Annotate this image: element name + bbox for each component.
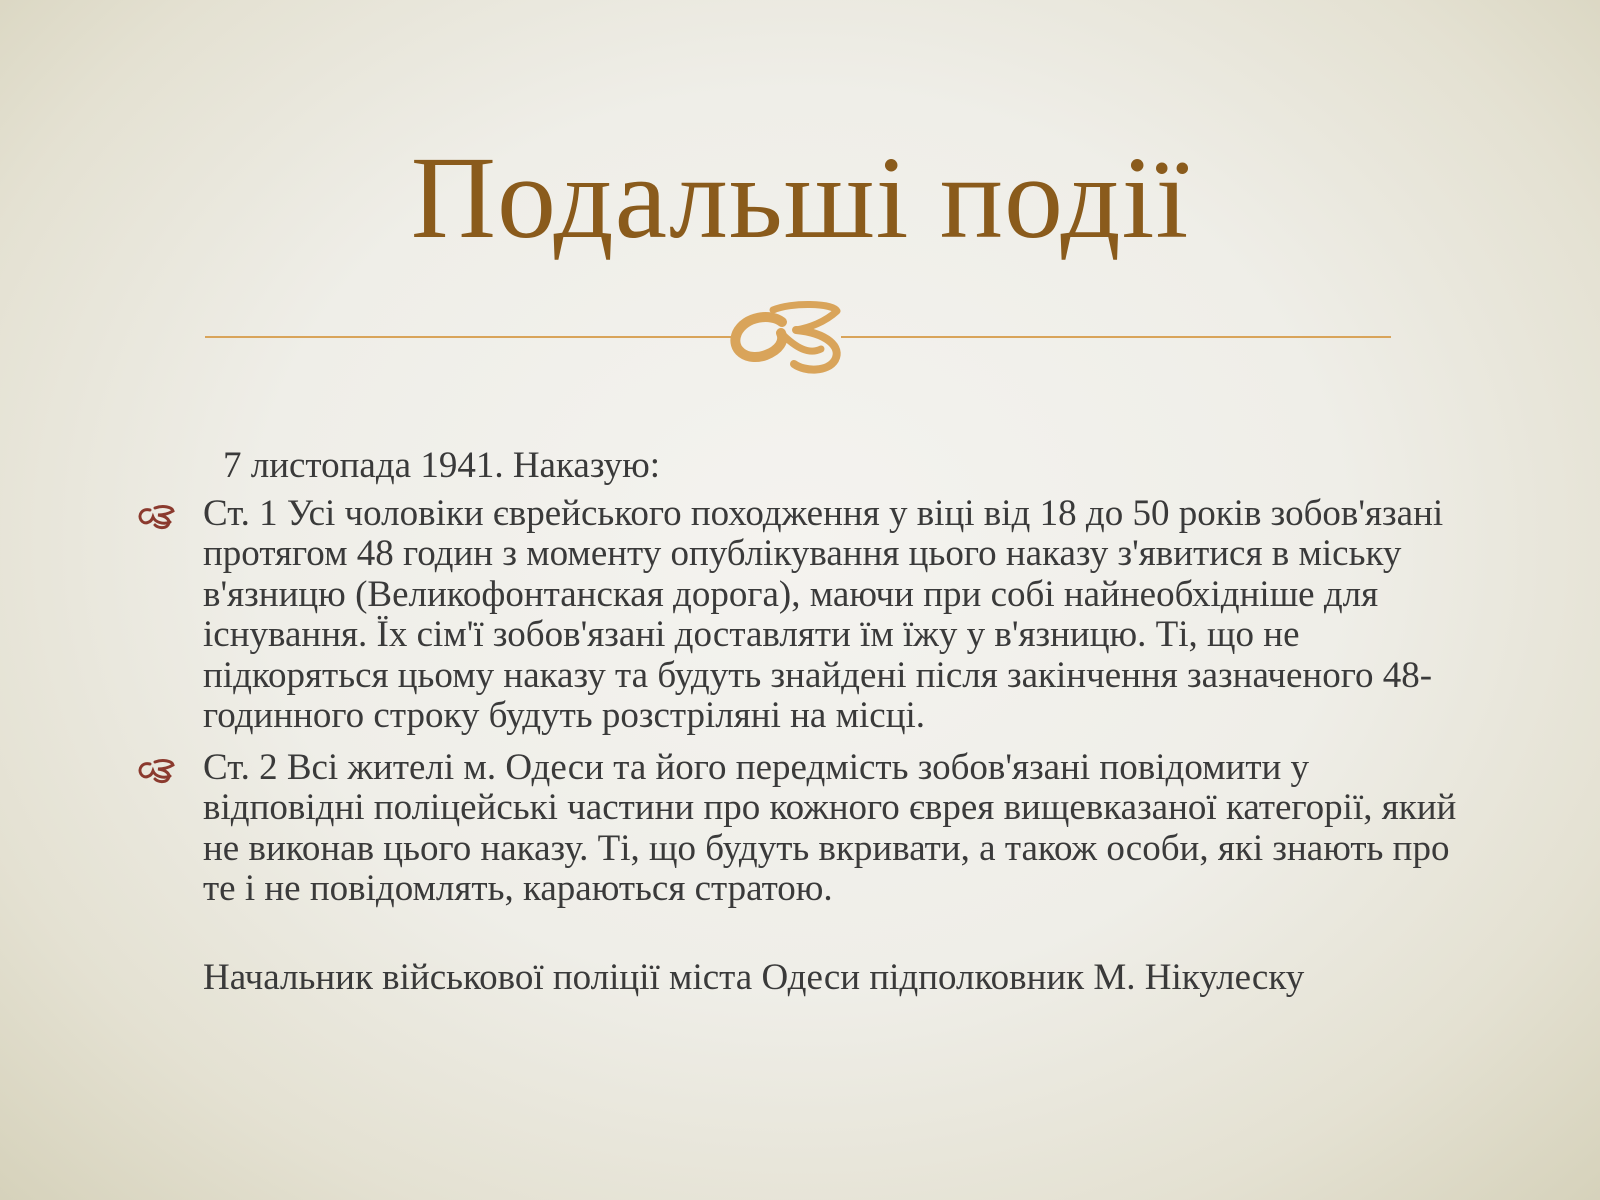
flourish-bullet-icon	[137, 504, 177, 530]
article-2-text: Ст. 2 Всі жителі м. Одеси та його передмість зобов'язані повідомити у відповідні поліцейські частини про кожного єврея вищевказаної категорії, який не виконав цього наказу. Ті, що будуть вкривати, а також особи, які знають про те і не повідомлять, караються стратою.	[203, 746, 1457, 909]
order-date-line: 7 листопада 1941. Наказую:	[223, 445, 661, 486]
slide-title: Подальші події	[410, 132, 1190, 263]
list-item-article-2	[135, 748, 1465, 910]
article-1-text: Ст. 1 Усі чоловіки єврейського походження у віці від 18 до 50 років зобов'язані протягом 48 годин з моменту опублікування цього наказу з'явитися в міську в'язницю (Великофонтанская дорога), маючи при собі найнеобхідніше для існування. Їх сім'ї зобов'язані доставляти їм їжу у в'язницю. Ті, що не підкоряться цьому наказу та будуть знайдені після закінчення зазначеного 48-годинного строку будуть розстріляні на місці.	[203, 492, 1444, 736]
slide-body	[135, 446, 1465, 998]
flourish-bullet-icon	[137, 758, 177, 784]
ornament-flourish-icon	[205, 300, 1391, 380]
list-item-article-1	[135, 494, 1465, 737]
signature-line: Начальник військової поліції міста Одеси підполковник М. Нікулеску	[203, 956, 1305, 998]
